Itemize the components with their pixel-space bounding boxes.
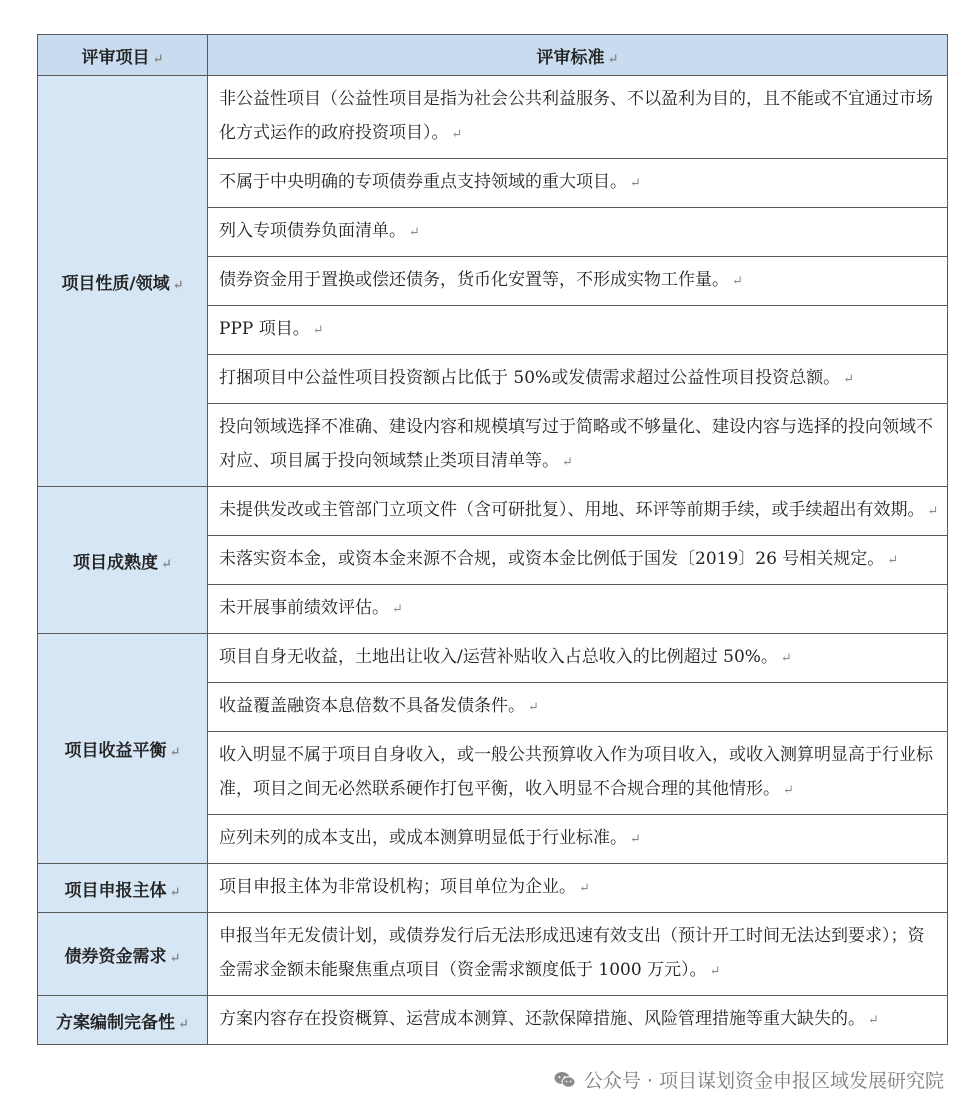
return-mark: ↵ bbox=[312, 323, 324, 338]
category-cell: 方案编制完备性 ↵ bbox=[38, 996, 208, 1045]
return-mark: ↵ bbox=[927, 504, 939, 519]
return-mark: ↵ bbox=[732, 274, 743, 289]
table-row bbox=[38, 76, 948, 159]
category-cell: 项目成熟度 ↵ bbox=[38, 487, 208, 634]
table-row bbox=[38, 913, 948, 996]
return-mark: ↵ bbox=[161, 556, 172, 572]
return-mark: ↵ bbox=[152, 51, 164, 67]
criterion-cell: 未开展事前绩效评估。 ↵ bbox=[208, 585, 948, 634]
criterion-cell: 打捆项目中公益性项目投资额占比低于 50%或发债需求超过公益性项目投资总额。 ↵ bbox=[208, 355, 948, 404]
return-mark: ↵ bbox=[887, 553, 899, 568]
criterion-cell: 未提供发改或主管部门立项文件（含可研批复）、用地、环评等前期手续，或手续超出有效期。 ↵ bbox=[208, 487, 948, 536]
criterion-cell: 收益覆盖融资本息倍数不具备发债条件。 ↵ bbox=[208, 683, 948, 732]
return-mark: ↵ bbox=[562, 455, 573, 470]
criterion-cell: 申报当年无发债计划，或债券发行后无法形成迅速有效支出（预计开工时间无法达到要求）；资金需求金额未能聚焦重点项目（资金需求额度低于 1000 万元）。 ↵ bbox=[208, 913, 948, 996]
criterion-cell: 项目申报主体为非常设机构；项目单位为企业。 ↵ bbox=[208, 864, 948, 913]
criterion-cell: 未落实资本金，或资本金来源不合规，或资本金比例低于国发〔2019〕26 号相关规定。 ↵ bbox=[208, 536, 948, 585]
header-review-standard: 评审标准 ↵ bbox=[208, 35, 948, 76]
return-mark: ↵ bbox=[843, 372, 855, 387]
return-mark: ↵ bbox=[169, 950, 181, 966]
return-mark: ↵ bbox=[451, 127, 463, 142]
criterion-cell: 非公益性项目（公益性项目是指为社会公共利益服务、不以盈利为目的，且不能或不宜通过市场化方式运作的政府投资项目）。 ↵ bbox=[208, 76, 948, 159]
criterion-cell: 列入专项债券负面清单。 ↵ bbox=[208, 208, 948, 257]
return-mark: ↵ bbox=[868, 1013, 879, 1028]
return-mark: ↵ bbox=[630, 176, 641, 191]
criterion-cell: 收入明显不属于项目自身收入，或一般公共预算收入作为项目收入，或收入测算明显高于行业标准，项目之间无必然联系硬作打包平衡，收入明显不合规合理的其他情形。 ↵ bbox=[208, 732, 948, 815]
criterion-cell: 方案内容存在投资概算、运营成本测算、还款保障措施、风险管理措施等重大缺失的。 ↵ bbox=[208, 996, 948, 1045]
return-mark: ↵ bbox=[579, 881, 590, 896]
wechat-icon bbox=[554, 1071, 576, 1089]
watermark-text: 公众号 · 项目谋划资金申报区域发展研究院 bbox=[583, 1070, 944, 1092]
return-mark: ↵ bbox=[169, 745, 181, 760]
table-body bbox=[38, 76, 948, 1045]
watermark bbox=[554, 1066, 944, 1093]
table-header-row bbox=[38, 35, 948, 76]
return-mark: ↵ bbox=[169, 884, 181, 900]
category-cell: 项目性质/领域 ↵ bbox=[38, 76, 208, 487]
return-mark: ↵ bbox=[178, 1016, 189, 1032]
return-mark: ↵ bbox=[607, 51, 619, 67]
category-cell: 项目申报主体 ↵ bbox=[38, 864, 208, 913]
review-table-container bbox=[37, 34, 947, 1045]
criterion-cell: PPP 项目。 ↵ bbox=[208, 306, 948, 355]
table-row bbox=[38, 864, 948, 913]
header-review-item: 评审项目 ↵ bbox=[38, 35, 208, 76]
criterion-cell: 应列未列的成本支出，或成本测算明显低于行业标准。 ↵ bbox=[208, 815, 948, 864]
category-cell: 债券资金需求 ↵ bbox=[38, 913, 208, 996]
category-cell: 项目收益平衡 ↵ bbox=[38, 634, 208, 864]
return-mark: ↵ bbox=[172, 277, 184, 293]
review-criteria-table bbox=[37, 34, 948, 1045]
return-mark: ↵ bbox=[528, 700, 539, 715]
criterion-cell: 债券资金用于置换或偿还债务，货币化安置等，不形成实物工作量。 ↵ bbox=[208, 257, 948, 306]
return-mark: ↵ bbox=[630, 832, 641, 847]
table-row bbox=[38, 487, 948, 536]
return-mark: ↵ bbox=[392, 602, 403, 617]
return-mark: ↵ bbox=[409, 225, 420, 240]
table-row bbox=[38, 634, 948, 683]
return-mark: ↵ bbox=[783, 783, 794, 798]
criterion-cell: 项目自身无收益，土地出让收入/运营补贴收入占总收入的比例超过 50%。 ↵ bbox=[208, 634, 948, 683]
criterion-cell: 不属于中央明确的专项债券重点支持领域的重大项目。 ↵ bbox=[208, 159, 948, 208]
return-mark: ↵ bbox=[780, 651, 792, 666]
criterion-cell: 投向领域选择不准确、建设内容和规模填写过于简略或不够量化、建设内容与选择的投向领域不对应、项目属于投向领域禁止类项目清单等。 ↵ bbox=[208, 404, 948, 487]
return-mark: ↵ bbox=[709, 964, 721, 979]
table-row bbox=[38, 996, 948, 1045]
